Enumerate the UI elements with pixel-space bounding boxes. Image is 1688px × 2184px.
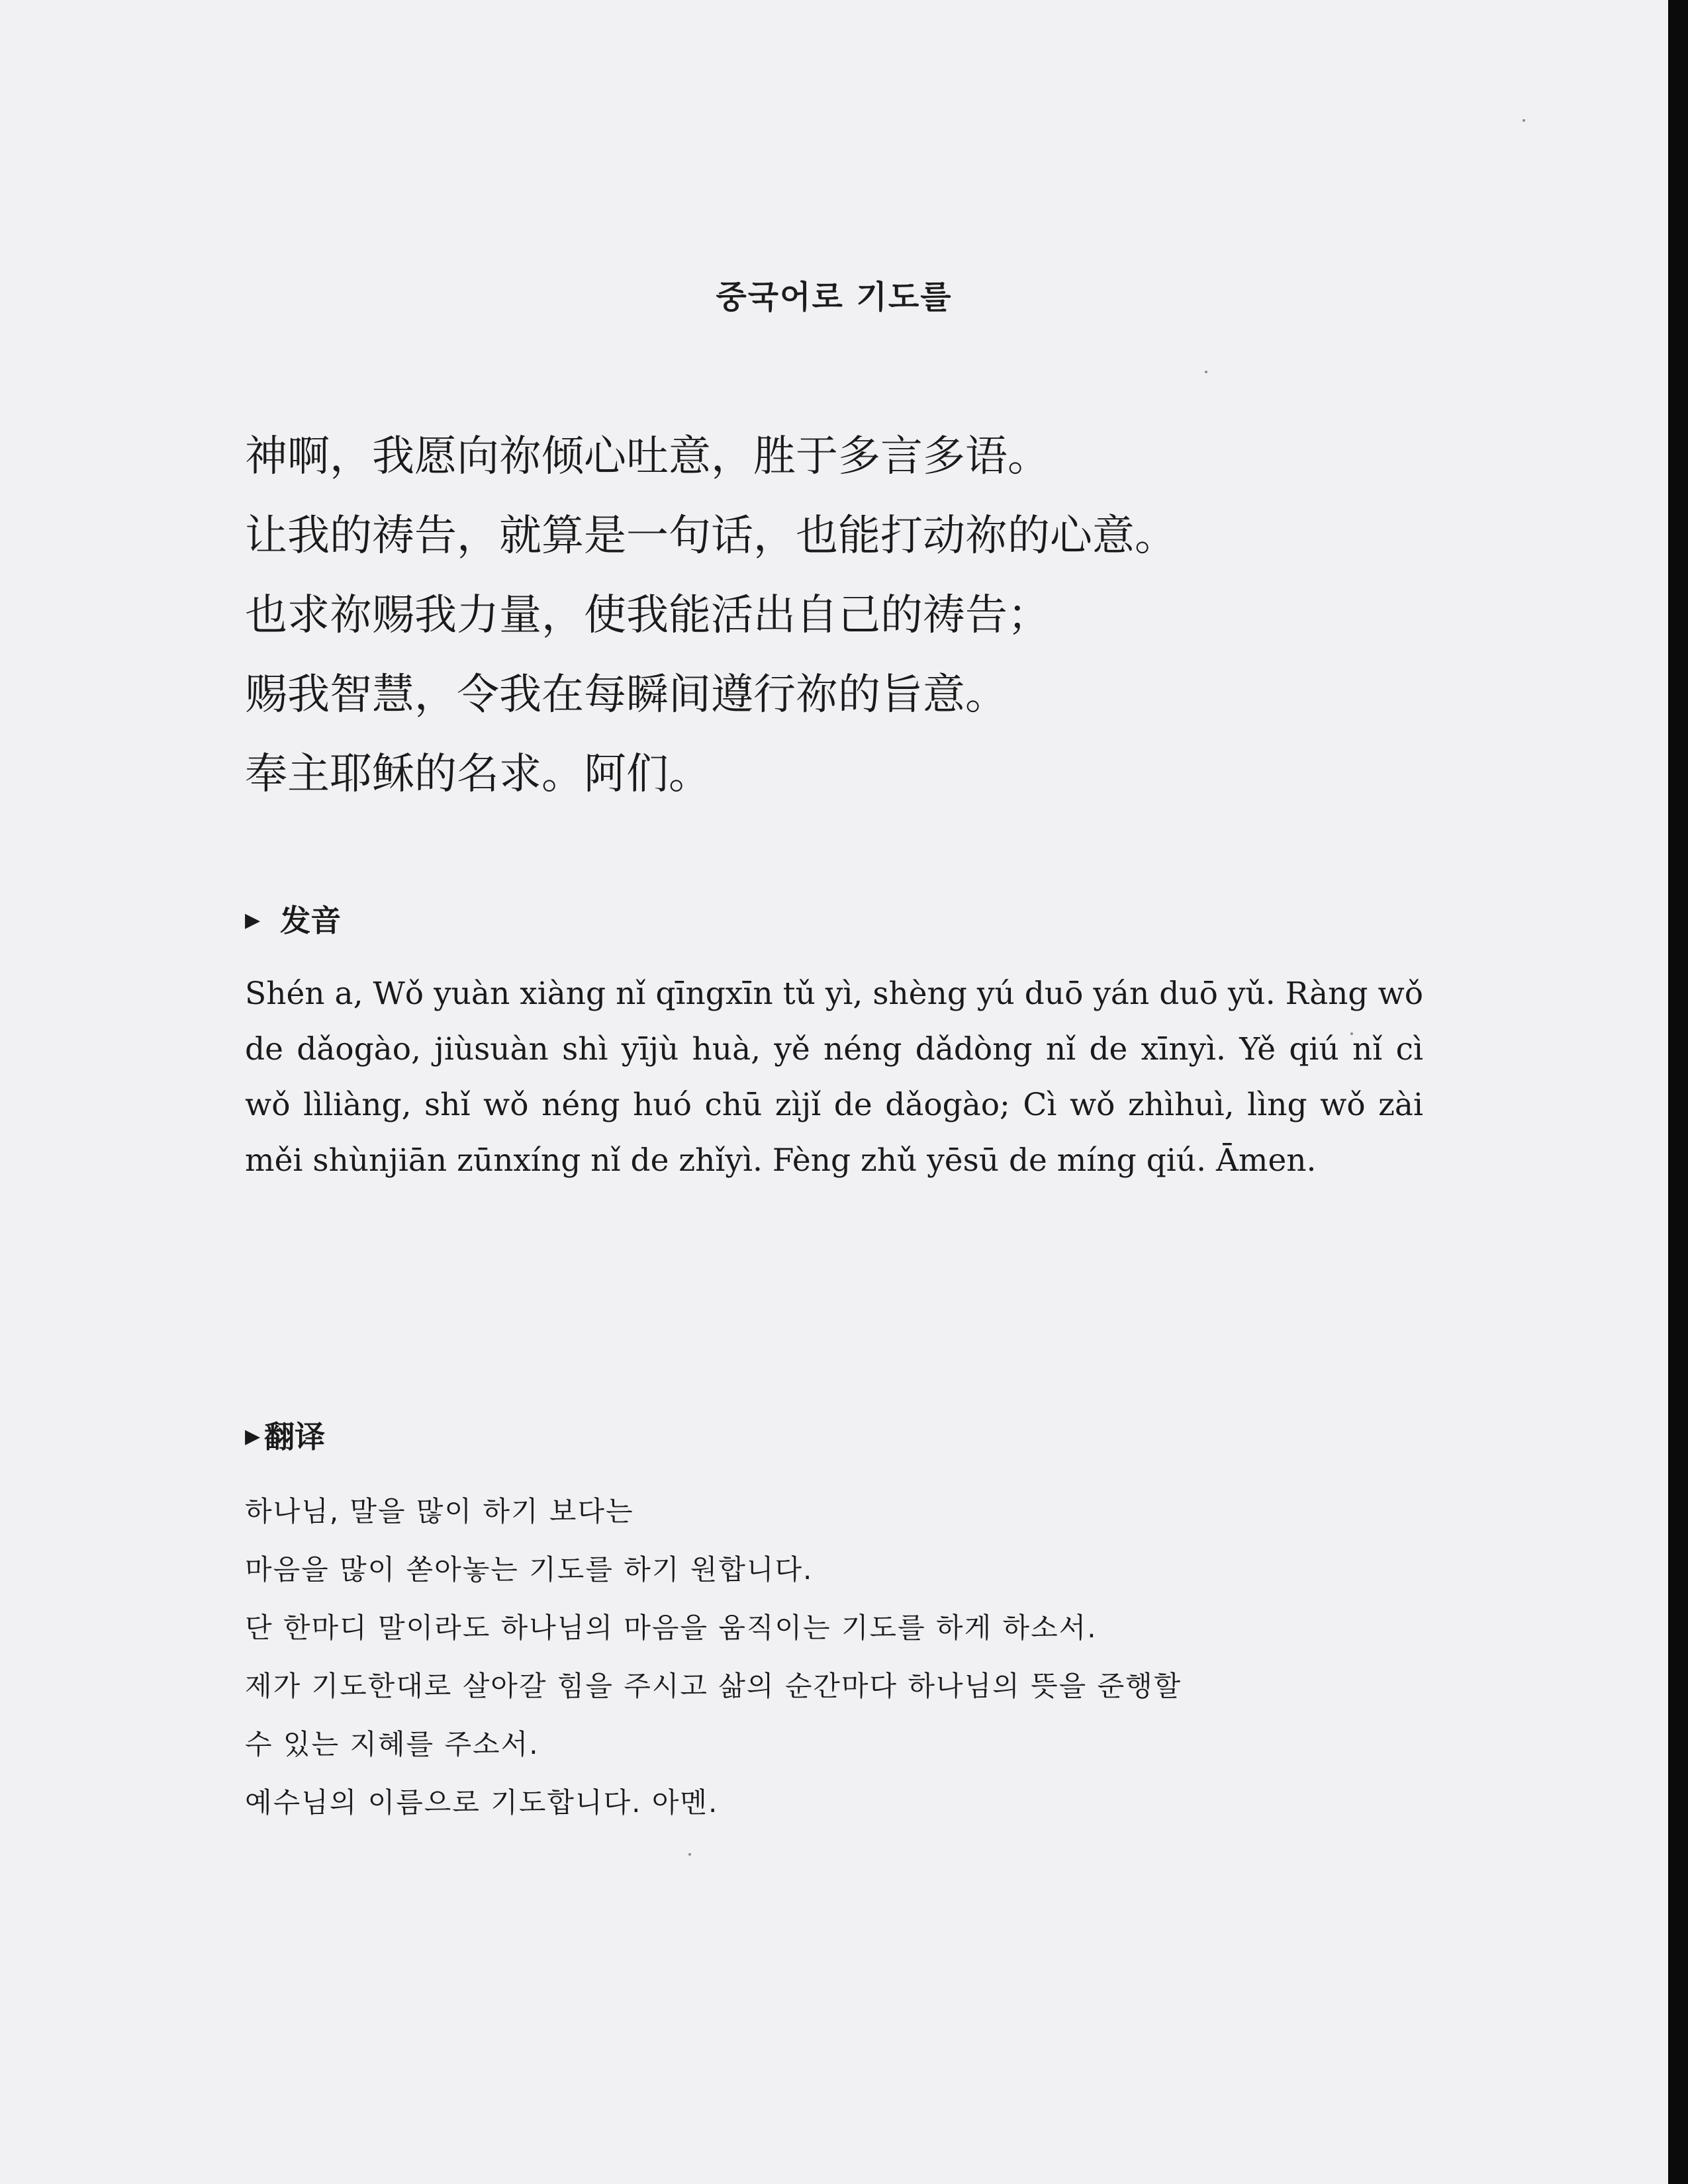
pinyin-paragraph: Shén a, Wǒ yuàn xiàng nǐ qīngxīn tǔ yì, shèng yú duō yán duō yǔ. Ràng wǒ de dǎogào, jiùsuàn shì yījù huà, yě néng dǎdòng nǐ de xīnyì. Yě qiú nǐ cì wǒ lìliàng, shǐ wǒ néng huó chū zìjǐ de dǎogào; Cì wǒ zhìhuì, lìng wǒ zài měi shùnjiān zūnxíng nǐ de zhǐyì. Fèng zhǔ yēsū de míng qiú. Āmen. [245, 976, 1423, 1179]
scan-speck [1523, 119, 1525, 122]
pronunciation-heading [245, 897, 341, 940]
triangle-bullet-icon: ▶ [245, 1425, 261, 1448]
chinese-line: 让我的祷告，就算是一句话，也能打动祢的心意。 [245, 512, 1177, 561]
korean-line: 제가 기도한대로 살아갈 힘을 주시고 삶의 순간마다 하나님의 뜻을 준행할 [245, 1670, 1182, 1702]
chinese-line: 神啊，我愿向祢倾心吐意，胜于多言多语。 [245, 432, 1050, 481]
scan-border [1668, 0, 1688, 2184]
korean-line: 하나님, 말을 많이 하기 보다는 [245, 1495, 634, 1527]
scan-speck [1205, 371, 1207, 373]
pronunciation-heading-label: 发音 [280, 903, 342, 938]
korean-line: 단 한마디 말이라도 하나님의 마음을 움직이는 기도를 하게 하소서. [245, 1612, 1098, 1644]
korean-line: 예수님의 이름으로 기도합니다. 아멘. [245, 1786, 719, 1819]
korean-line: 수 있는 지혜를 주소서. [245, 1728, 539, 1760]
triangle-bullet-icon: ▶ [245, 909, 261, 932]
chinese-prayer [245, 417, 1436, 814]
korean-translation [245, 1482, 1423, 1832]
translation-heading-label: 翻译 [264, 1419, 326, 1455]
scan-speck [688, 1853, 691, 1856]
translation-heading [245, 1413, 325, 1457]
korean-line: 마음을 많이 쏟아놓는 기도를 하기 원합니다. [245, 1553, 814, 1586]
chinese-line: 赐我智慧，令我在每瞬间遵行祢的旨意。 [245, 670, 1008, 719]
document-title: 중국어로 기도를 [716, 279, 953, 316]
chinese-line: 奉主耶稣的名求。阿们。 [245, 750, 711, 799]
chinese-line: 也求祢赐我力量，使我能活出自己的祷告； [245, 591, 1050, 640]
